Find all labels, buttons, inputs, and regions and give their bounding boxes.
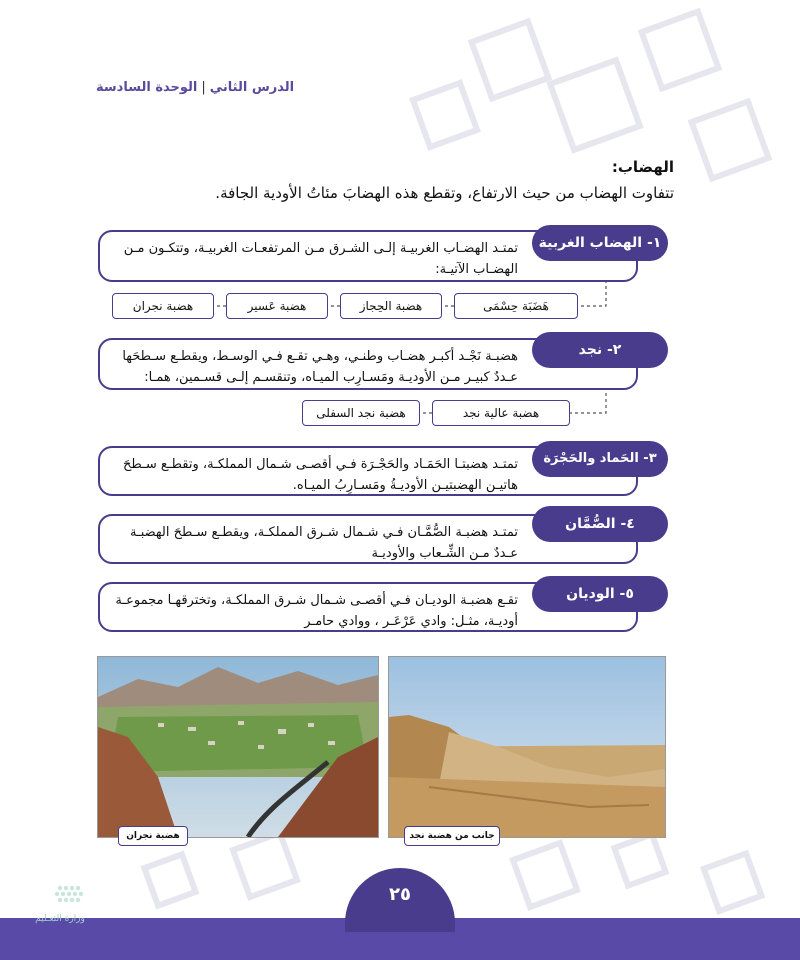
- header-separator: |: [201, 80, 206, 95]
- hamad-hajra-text: تمتـد هضبتـا الحَمَـاد والحَجْـرَة فـي أقصـى شـمال المملكـة، وتقطـع سـطحَ هاتيـن الهضبتيـن الأوديـةُ ومَسـارِبُ الميـاه.: [123, 457, 518, 493]
- lesson-label: الدرس الثاني: [209, 80, 295, 95]
- western-plateaus-text: تمتـد الهضـاب الغربيـة إلـى الشـرق مـن المرتفعـات الغربيـة، وتتكـون مـن الهضـاب الآتيـة:: [123, 241, 518, 277]
- najd-text: هضبـة نَجْـد أكبـر هضـاب وطنـي، وهـي تقـع فـي الوسـط، ويقطـع سـطحَها عـددٌ كبيـر مـن الأوديـة ومَسـارِب الميـاه، وتنقسـم إلـى قسـمين، همـا:: [122, 349, 518, 385]
- label-wadiyan: ٥- الوديان: [532, 576, 668, 612]
- najran-landscape-image: [98, 657, 378, 837]
- tag-lower-najd: هضبة نجد السفلى: [302, 400, 420, 426]
- tag-hisma: هَضَبَة حِسْمَى: [454, 293, 578, 319]
- section-title: الهضاب:: [611, 158, 674, 176]
- ministry-name: وزارة التعـليم: [35, 914, 85, 924]
- tag-asir: هضبة عَسير: [226, 293, 328, 319]
- section-intro: تتفاوت الهضاب من حيث الارتفاع، وتقطع هذه الهضابَ مئاتُ الأودية الجافة.: [215, 184, 674, 202]
- label-western-plateaus: ١- الهضاب الغربية: [532, 225, 668, 261]
- label-hamad-hajra: ٣- الحَماد والحَجْرَة: [532, 441, 668, 477]
- najd-landscape-image: [389, 657, 665, 837]
- tag-najran: هضبة نجران: [112, 293, 214, 319]
- label-summan: ٤- الصُّمَّان: [532, 506, 668, 542]
- tag-hijaz: هضبة الحِجاز: [340, 293, 442, 319]
- label-najd: ٢- نجد: [532, 332, 668, 368]
- photo-najd: [388, 656, 666, 838]
- caption-najd: جانب من هضبة نجد: [404, 826, 500, 846]
- tag-upper-najd: هضبة عالية نجد: [432, 400, 570, 426]
- page-number: ٢٥: [389, 884, 411, 905]
- wadiyan-text: تقـع هضبـة الوديـان فـي أقصـى شـمال شـرق المملكـة، وتخترقهـا مجموعـة أوديـة، مثـل: وادي عَرْعَـر ، ووادي حامـر: [115, 593, 518, 629]
- summan-text: تمتـد هضبـة الصُّمَّـان فـي شـمال شـرق المملكـة، ويقطـع سـطحَ الهضبـة عـددٌ مـن الشِّـعاب والأوديـة: [129, 525, 518, 561]
- caption-najran: هضبة نجران: [118, 826, 188, 846]
- photo-najran: [97, 656, 379, 838]
- unit-label: الوحدة السادسة: [96, 80, 198, 95]
